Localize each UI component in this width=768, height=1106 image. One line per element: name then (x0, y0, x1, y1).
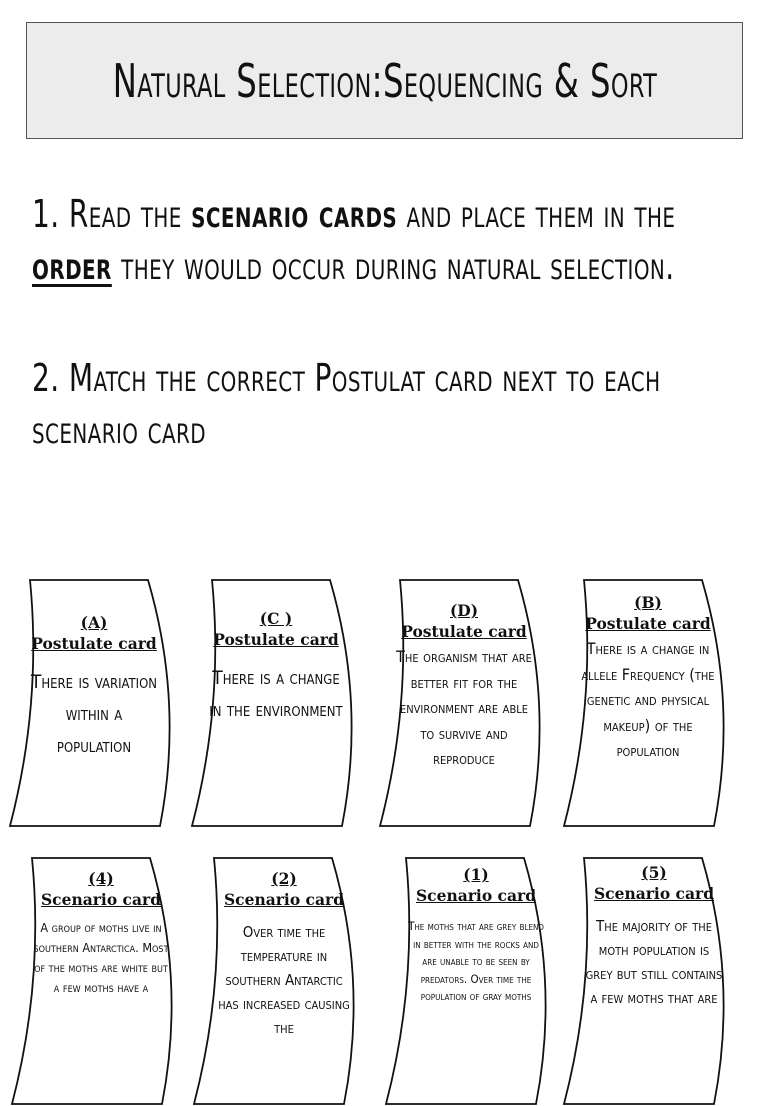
postulate-card-letter: (A) (80, 613, 108, 632)
postulate-card-name: Postulate card (31, 634, 157, 653)
postulate-card-text: There is a change in allele Frequency (the genetic and physical makeup) of the population (581, 639, 715, 760)
scenario-card-text: A group of moths live in southern Antarctica. Most of the moths are white but a few moths have a (33, 920, 169, 995)
instruction-1-suffix: they would occur during natural selection. (111, 244, 675, 288)
postulate-card-letter: (D) (449, 601, 479, 620)
scenario-card-name: Scenario card (593, 884, 715, 903)
scenario-card-name: Scenario card (40, 890, 162, 909)
scenario-card-name: Scenario card (223, 890, 345, 909)
postulate-card-a[interactable] (8, 578, 176, 828)
scenario-card-5[interactable] (562, 856, 730, 1106)
scenario-card-2[interactable] (192, 856, 360, 1106)
scenario-card-number: (4) (88, 869, 114, 888)
postulate-card-name: Postulate card (213, 630, 339, 649)
postulate-card-letter: (B) (634, 593, 662, 612)
scenario-card-number: (5) (641, 863, 667, 882)
scenario-card-text: Over time the temperature in southern Antarctic has increased causing the (218, 923, 350, 1037)
scenario-card-text: The moths that are grey blend in better with the rocks and are unable to be seen by predators. Over time the population of gray moths (408, 919, 544, 1003)
postulate-card-c[interactable] (190, 578, 358, 828)
instruction-1-middle: and place them in the (397, 192, 676, 236)
postulate-card-text: There is a change in the environment (209, 667, 343, 721)
scenario-card-number: (2) (271, 869, 297, 888)
instruction-1-bold: scenario cards (191, 192, 398, 236)
scenario-card-text: The majority of the moth population is grey but still contains a few moths that are (585, 917, 723, 1007)
page-title: Natural Selection:Sequencing & Sort (112, 53, 657, 108)
postulate-card-letter: (C ) (259, 609, 293, 628)
postulate-card-text: The organism that are better fit for the environment are able to survive and reproduce (396, 647, 532, 768)
instruction-step-2: 2. Match the correct Postulat card next to each scenario card (32, 356, 661, 452)
scenario-card-1[interactable] (384, 856, 552, 1106)
instruction-1-prefix: 1. Read the (32, 192, 192, 236)
postulate-card-text: There is variation within a population (30, 671, 158, 757)
postulate-card-name: Postulate card (585, 614, 711, 633)
postulate-card-d[interactable] (378, 578, 546, 828)
instruction-step-1 (32, 188, 752, 292)
scenario-card-name: Scenario card (415, 886, 537, 905)
scenario-card-4[interactable] (10, 856, 178, 1106)
instruction-1-underlined: order (32, 244, 112, 288)
scenario-card-number: (1) (463, 865, 489, 884)
title-box (26, 22, 743, 139)
postulate-card-b[interactable] (562, 578, 730, 828)
postulate-card-name: Postulate card (401, 622, 527, 641)
